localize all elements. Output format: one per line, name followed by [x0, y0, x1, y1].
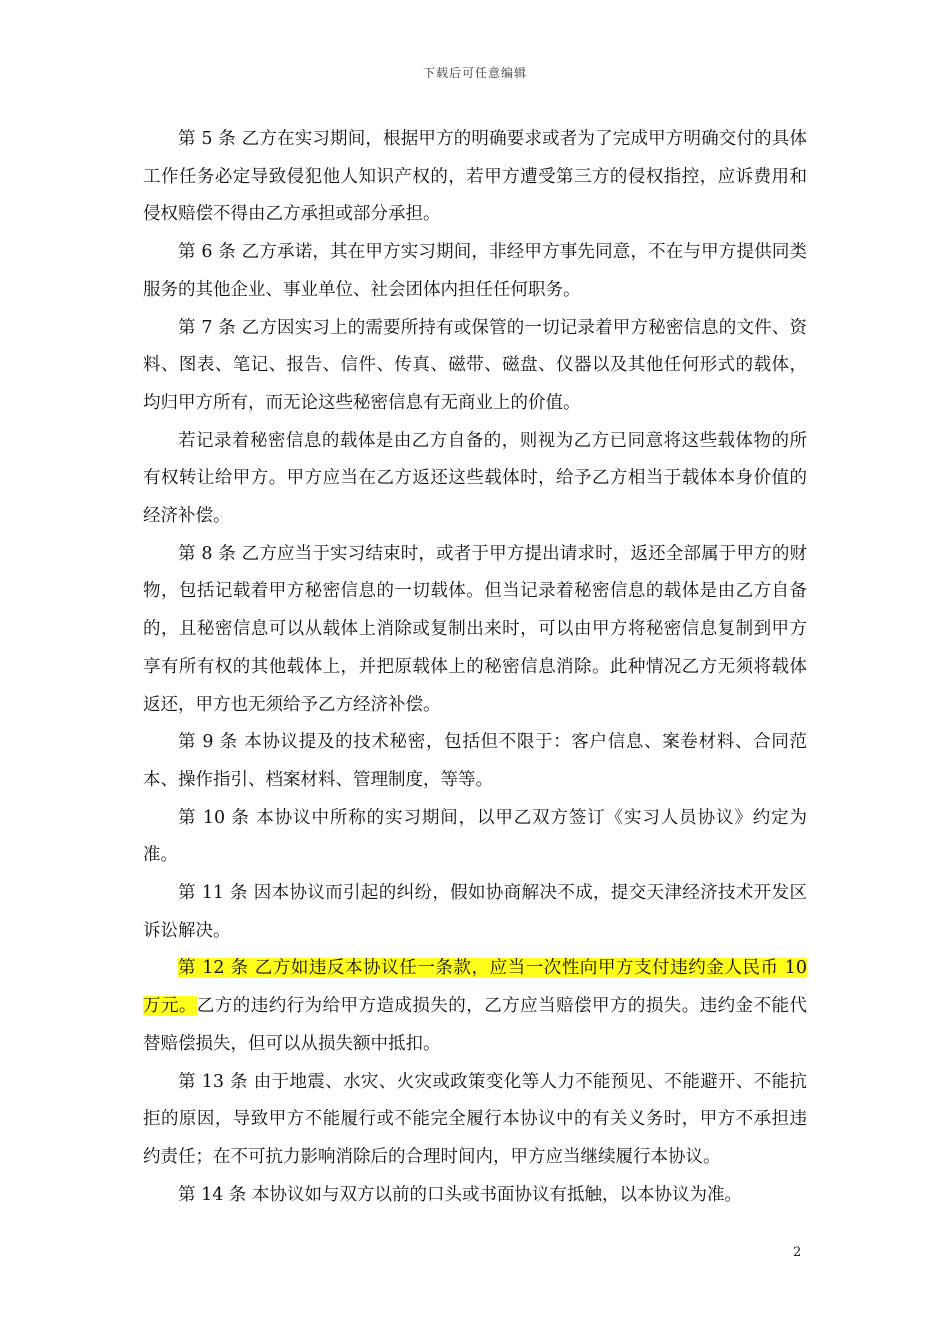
article-13-paragraph: [143, 1064, 807, 1177]
article-12-paragraph: [143, 950, 807, 1063]
paragraph-text: 若记录着秘密信息的载体是由乙方自备的，则视为乙方已同意将这些载体物的所有权转让给甲方。甲方应当在乙方返还这些载体时，给予乙方相当于载体本身价值的经济补偿。: [143, 430, 807, 527]
paragraph-text: 第 13 条 由于地震、水灾、火灾或政策变化等人力不能预见、不能避开、不能抗拒的原因，导致甲方不能履行或不能完全履行本协议中的有关义务时，甲方不承担违约责任；在不可抗力影响消除后的合理时间内，甲方应当继续履行本协议。: [143, 1071, 807, 1167]
paragraph-text: 第 7 条 乙方因实习上的需要所持有或保管的一切记录着甲方秘密信息的文件、资料、图表、笔记、报告、信件、传真、磁带、磁盘、仪器以及其他任何形式的载体，均归甲方所有，而无论这些秘密信息有无商业上的价值。: [143, 317, 807, 413]
paragraph-text: 第 11 条 因本协议而引起的纠纷，假如协商解决不成，提交天津经济技术开发区诉讼解决。: [143, 883, 807, 941]
article-14-paragraph: [143, 1177, 807, 1215]
document-body: [143, 121, 807, 1214]
page-header: 下载后可任意编辑: [422, 66, 527, 80]
highlighted-penalty-text: 第 12 条 乙方如违反本协议任一条款，应当一次性向甲方支付违约金人民币 10 万元。: [143, 958, 807, 1017]
article-10-paragraph: [143, 800, 807, 875]
paragraph-text: 第 14 条 本协议如与双方以前的口头或书面协议有抵触，以本协议为准。: [178, 1184, 742, 1205]
article-9-paragraph: [143, 724, 807, 799]
paragraph-text: 乙方的违约行为给甲方造成损失的，乙方应当赔偿甲方的损失。违约金不能代替赔偿损失，但可以从损失额中抵扣。: [143, 996, 807, 1054]
article-6-paragraph: [143, 234, 807, 309]
article-11-paragraph: [143, 875, 807, 950]
article-7-continuation-paragraph: [143, 423, 807, 536]
paragraph-text: 第 8 条 乙方应当于实习结束时，或者于甲方提出请求时，返还全部属于甲方的财物，包括记载着甲方秘密信息的一切载体。但当记录着秘密信息的载体是由乙方自备的，且秘密信息可以从载体上消除或复制出来时，可以由甲方将秘密信息复制到甲方享有所有权的其他载体上，并把原载体上的秘密信息消除。此种情况乙方无须将载体返还，甲方也无须给予乙方经济补偿。: [143, 543, 807, 715]
article-7-paragraph: [143, 310, 807, 423]
paragraph-text: 第 9 条 本协议提及的技术秘密，包括但不限于：客户信息、案卷材料、合同范本、操作指引、档案材料、管理制度，等等。: [143, 732, 807, 790]
paragraph-text: 第 5 条 乙方在实习期间，根据甲方的明确要求或者为了完成甲方明确交付的具体工作任务必定导致侵犯他人知识产权的，若甲方遭受第三方的侵权指控，应诉费用和侵权赔偿不得由乙方承担或部分承担。: [143, 129, 807, 225]
article-8-paragraph: [143, 536, 807, 725]
paragraph-text: 第 10 条 本协议中所称的实习期间，以甲乙双方签订《实习人员协议》约定为准。: [143, 807, 807, 866]
paragraph-text: 第 6 条 乙方承诺，其在甲方实习期间，非经甲方事先同意，不在与甲方提供同类服务的其他企业、事业单位、社会团体内担任任何职务。: [143, 242, 807, 300]
page-number: 2: [793, 1245, 802, 1260]
article-5-paragraph: [143, 121, 807, 234]
